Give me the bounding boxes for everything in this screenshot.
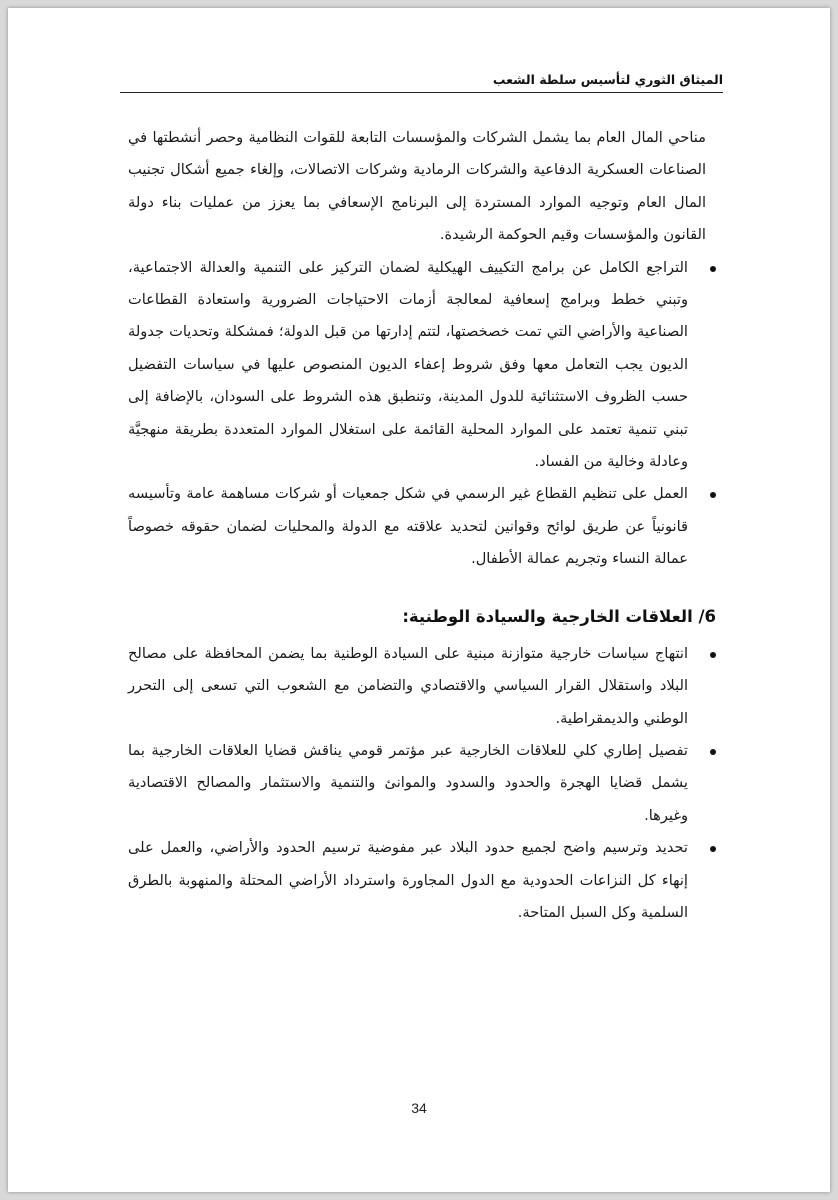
section5-bullet-list <box>128 252 718 576</box>
bullet-icon <box>710 492 716 498</box>
list-item-text: انتهاج سياسات خارجية متوازنة مبنية على السيادة الوطنية بما يضمن المحافظة على مصالح البلاد واستقلال القرار السياسي والاقتصادي والتضامن مع الشعوب التي تسعى إلى التحرر الوطني والديمقراطية. <box>128 644 688 727</box>
bullet-icon <box>710 266 716 272</box>
list-item <box>128 478 718 575</box>
bullet-icon <box>710 749 716 755</box>
document-page <box>8 8 830 1192</box>
bullet-icon <box>710 652 716 658</box>
list-item-text: تفصيل إطاري كلي للعلاقات الخارجية عبر مؤتمر قومي يناقش قضايا العلاقات الخارجية بما يشمل قضايا الهجرة والحدود والسدود والموانئ والتنمية والاستثمار والمصالح الاقتصادية وغيرها. <box>128 741 688 824</box>
running-header: الميثاق الثوري لتأسيس سلطة الشعب <box>492 72 723 87</box>
section-heading: 6/ العلاقات الخارجية والسيادة الوطنية: <box>402 606 716 626</box>
header-divider <box>120 92 723 93</box>
section6-bullet-list <box>128 638 718 930</box>
list-item <box>128 638 718 735</box>
page-number: 34 <box>411 1100 427 1116</box>
list-item <box>128 252 718 479</box>
page-body <box>128 122 718 929</box>
bullet-icon <box>710 846 716 852</box>
list-item <box>128 832 718 929</box>
list-item <box>128 735 718 832</box>
list-item-text: العمل على تنظيم القطاع غير الرسمي في شكل جمعيات أو شركات مساهمة عامة وتأسيسه قانونياً عن طريق لوائح وقوانين لتحديد علاقته مع الدولة والمحليات لضمان حقوقه خصوصاً عمالة النساء وتجريم عمالة الأطفال. <box>128 485 688 568</box>
continuation-paragraph: مناحي المال العام بما يشمل الشركات والمؤسسات التابعة للقوات النظامية وحصر أنشطتها في الصناعات العسكرية الدفاعية والشركات الرمادية وشركات الاتصالات، وإلغاء جميع أشكال تجنيب المال العام وتوجيه الموارد المستردة إلى البرنامج الإسعافي بما يعزز من عمليات بناء دولة القانون والمؤسسات وقيم الحوكمة الرشيدة. <box>128 129 706 244</box>
list-item-text: تحديد وترسيم واضح لجميع حدود البلاد عبر مفوضية ترسيم الحدود والأراضي، والعمل على إنهاء كل النزاعات الحدودية مع الدول المجاورة واسترداد الأراضي المحتلة والمنهوبة بالطرق السلمية وكل السبل المتاحة. <box>128 839 688 921</box>
list-item-text: التراجع الكامل عن برامج التكييف الهيكلية لضمان التركيز على التنمية والعدالة الاجتماعية، وتبني خطط وبرامج إسعافية لمعالجة أزمات الاحتياجات الضرورية واستعادة القطاعات الصناعية والأراضي التي تمت خصخصتها، لتتم إدارتها من قبل الدولة؛ فمشكلة وتحديات جدولة الديون يجب التعامل معها وفق شروط إعفاء الديون المنصوص عليها في سياسات التفضيل حسب الظروف الاستثنائية للدول المدينة، وتنطبق هذه الشروط على السودان، بالإضافة إلى تبني تنمية تعتمد على الموارد المحلية القائمة على استغلال الموارد المتعددة بطريقة منهجيَّة وعادلة وخالية من الفساد. <box>128 258 688 471</box>
